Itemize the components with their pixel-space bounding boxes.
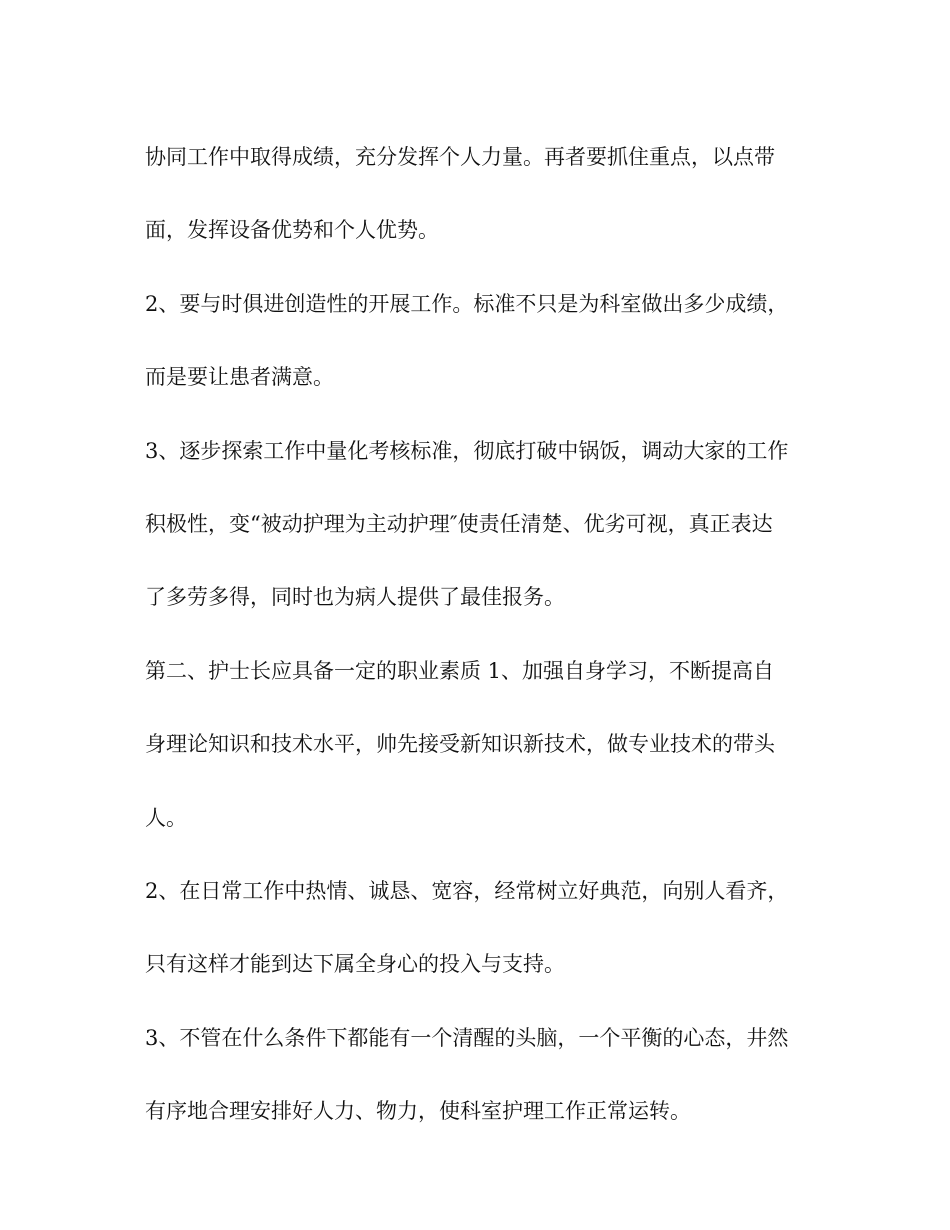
text-line: 3、逐步探索工作中量化考核标准，彻底打破中锅饭，调动大家的工作: [145, 438, 789, 463]
text-line: 积极性，变“被动护理为主动护理″使责任清楚、优劣可视，真正表达: [145, 511, 773, 536]
text-line: 人。: [145, 805, 187, 830]
document-body: [145, 121, 810, 1148]
text-line: 面，发挥设备优势和个人优势。: [145, 218, 439, 243]
text-line: 3、不管在什么条件下都能有一个清醒的头脑，一个平衡的心态，井然: [145, 1025, 789, 1050]
text-line: 有序地合理安排好人力、物力，使科室护理工作正常运转。: [145, 1099, 691, 1124]
text-line: 协同工作中取得成绩，充分发挥个人力量。再者要抓住重点，以点带: [145, 145, 775, 169]
text-line: 2、要与时俱进创造性的开展工作。标准不只是为科室做出多少成绩，: [145, 291, 789, 316]
text-line: 只有这样才能到达下属全身心的投入与支持。: [145, 952, 565, 977]
text-line: 身理论知识和技术水平，帅先接受新知识新技术，做专业技术的带头: [145, 732, 775, 757]
text-line: 而是要让患者满意。: [145, 365, 334, 390]
text-line: 了多劳多得，同时也为病人提供了最佳报务。: [145, 585, 565, 610]
text-line: 第二、护士长应具备一定的职业素质 1、加强自身学习，不断提高自: [145, 658, 775, 683]
text-line: 2、在日常工作中热情、诚恳、宽容，经常树立好典范，向别人看齐，: [145, 878, 789, 903]
